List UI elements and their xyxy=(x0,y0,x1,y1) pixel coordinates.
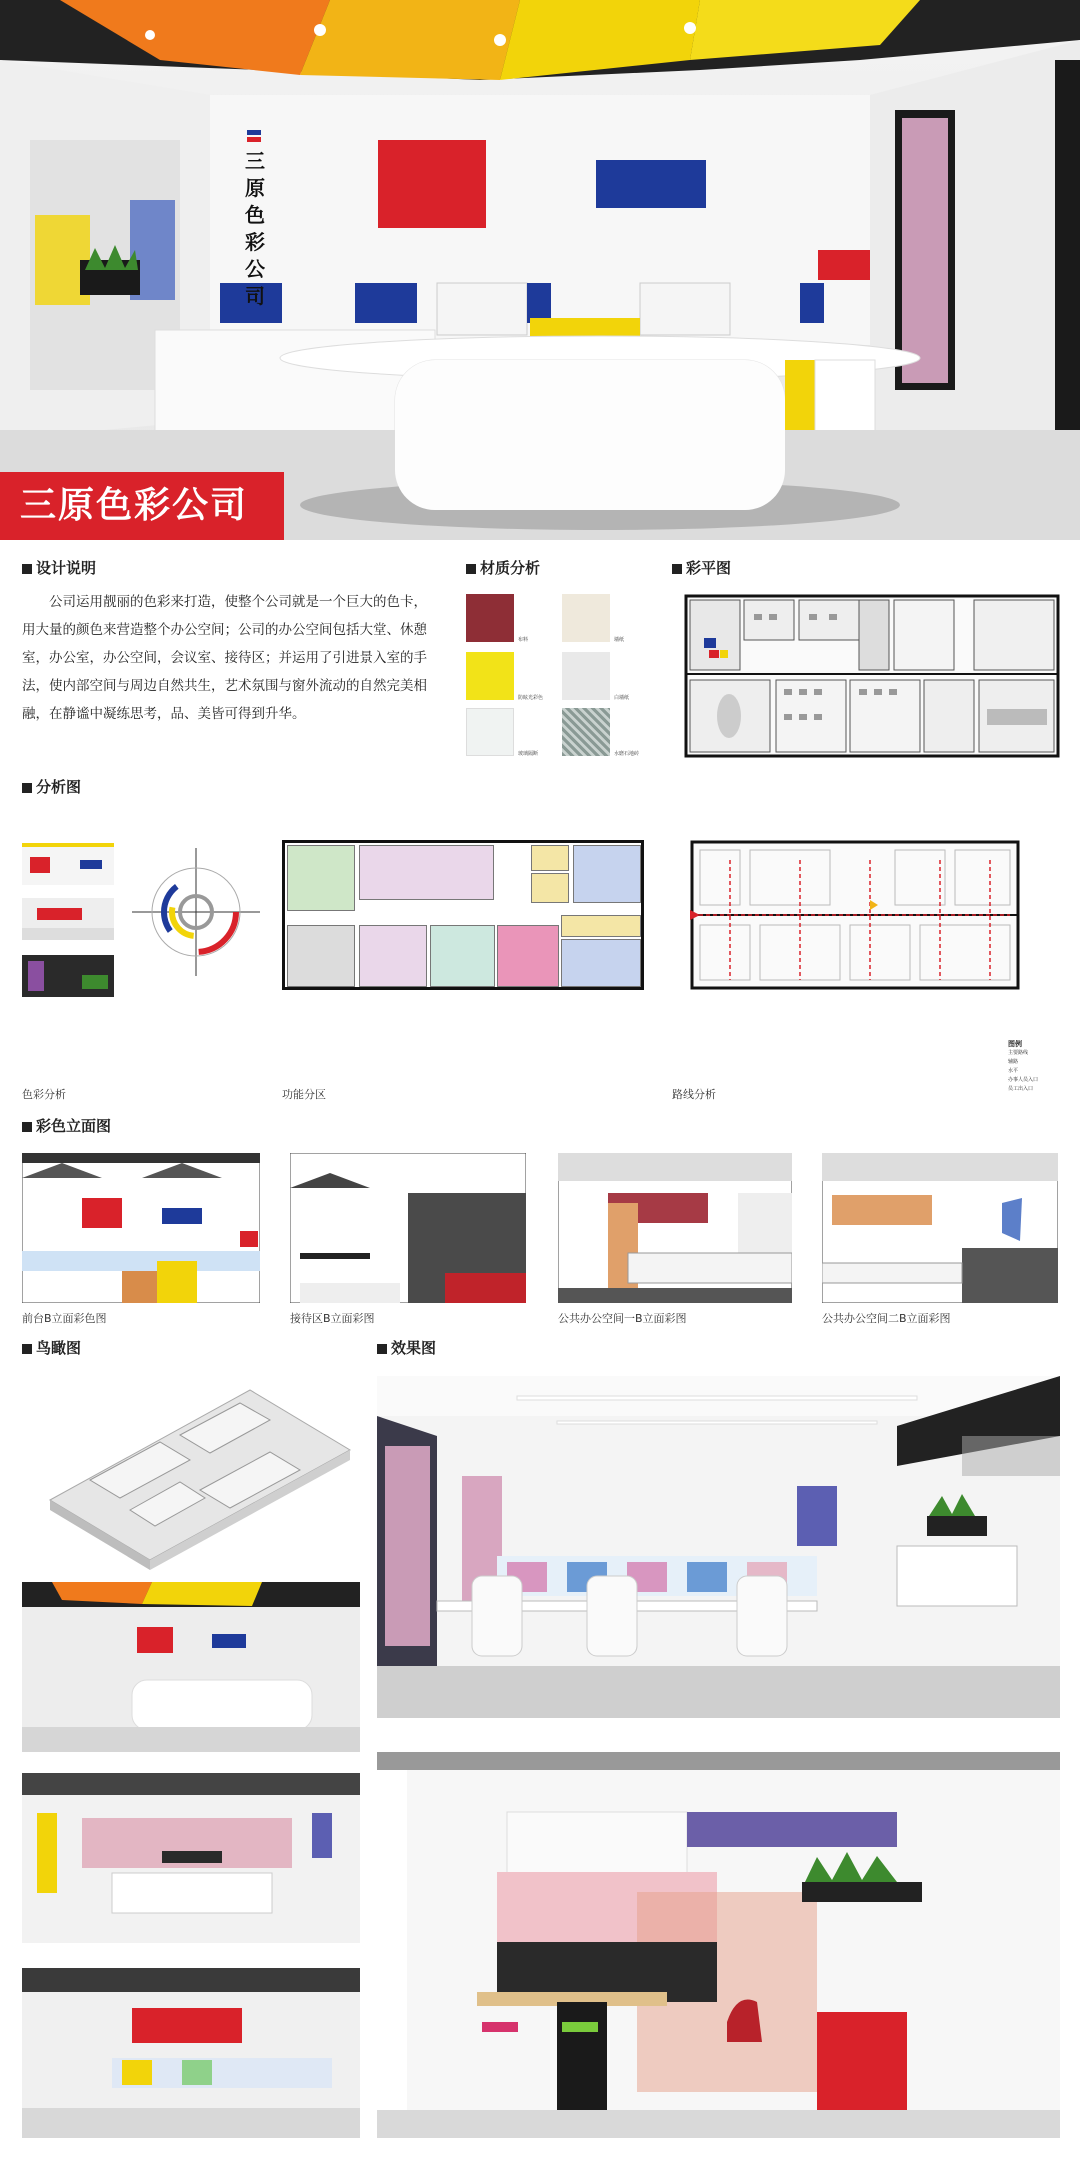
elevation-reception xyxy=(22,1153,260,1303)
route-analysis-plan xyxy=(690,840,1020,990)
bullet-square-icon xyxy=(22,1344,32,1354)
hero-rendering xyxy=(0,0,1080,540)
elevation-office-1 xyxy=(558,1153,792,1303)
analysis-heading: 分析图 xyxy=(22,776,81,797)
wall-sign-char: 原 xyxy=(245,176,265,200)
swatch-label: 布料 xyxy=(518,637,529,643)
legend-item: 辅路 xyxy=(1008,1059,1019,1065)
color-wheel-diagram xyxy=(132,848,260,976)
elevation-caption: 公共办公空间一B立面彩图 xyxy=(558,1312,687,1325)
swatch-label: 墙纸 xyxy=(614,637,625,643)
swatch-wallpaper xyxy=(562,594,610,642)
rendering-open-office xyxy=(377,1376,1060,1718)
title-banner xyxy=(0,472,284,540)
swatch-white xyxy=(562,652,610,700)
swatch-label: 白墙纸 xyxy=(614,695,630,701)
swatch-label: 玻璃隔断 xyxy=(518,751,539,757)
wall-sign-char: 司 xyxy=(245,284,265,308)
design-notes-heading: 设计说明 xyxy=(22,557,96,578)
bullet-square-icon xyxy=(22,783,32,793)
legend-item: 办事人员入口 xyxy=(1008,1077,1039,1083)
route-legend xyxy=(1008,1040,1068,1094)
elevation-caption: 公共办公空间二B立面彩图 xyxy=(822,1312,951,1325)
function-zoning-caption: 功能分区 xyxy=(282,1088,326,1101)
swatch-yellow xyxy=(466,652,514,700)
bullet-square-icon xyxy=(377,1344,387,1354)
wall-sign-char: 彩 xyxy=(245,230,265,254)
elevations-heading: 彩色立面图 xyxy=(22,1115,111,1136)
swatch-terrazzo xyxy=(562,708,610,756)
rendering-workstation-small xyxy=(22,1968,360,2138)
color-analysis-thumb-3 xyxy=(22,955,114,997)
elevation-reception-area xyxy=(290,1153,526,1303)
legend-item: 主要路线 xyxy=(1008,1050,1029,1056)
legend-title: 图例 xyxy=(1008,1040,1022,1048)
design-notes-text: 公司运用靓丽的色彩来打造，使整个公司就是一个巨大的色卡，用大量的颜色来营造整个办公空间；公司的办公空间包括大堂、休憩室，办公室，办公空间，会议室、接待区；并运用了引进景入室的手法，使内部空间与周边自然共生，艺术氛围与窗外流动的自然完美相融，在静谧中凝练思考，品、美皆可得到升华。 xyxy=(22,594,427,722)
function-zoning-plan xyxy=(282,840,644,990)
elevation-caption: 前台B立面彩色图 xyxy=(22,1312,107,1325)
banner-title: 三原色彩公司 xyxy=(20,485,249,526)
route-analysis-caption: 路线分析 xyxy=(672,1088,716,1101)
aerial-heading: 鸟瞰图 xyxy=(22,1337,81,1358)
color-plan-heading: 彩平图 xyxy=(672,557,731,578)
rendering-office-small xyxy=(22,1773,360,1943)
elevation-office-2 xyxy=(822,1153,1058,1303)
color-analysis-thumb-1 xyxy=(22,843,114,885)
color-analysis-caption: 色彩分析 xyxy=(22,1088,66,1101)
material-swatches xyxy=(466,594,666,760)
rendering-pantry xyxy=(377,1752,1060,2138)
swatch-label: 水磨石地砖 xyxy=(614,751,640,757)
lobby-illustration xyxy=(0,0,1080,540)
swatch-label: 防眩光彩色 xyxy=(518,695,544,701)
color-analysis-thumb-2 xyxy=(22,898,114,940)
wall-sign xyxy=(243,148,267,310)
bullet-square-icon xyxy=(22,1122,32,1132)
renderings-heading: 效果图 xyxy=(377,1337,436,1358)
bullet-square-icon xyxy=(672,564,682,574)
legend-item: 员工出入口 xyxy=(1008,1086,1034,1092)
elevation-caption: 接待区B立面彩图 xyxy=(290,1312,375,1325)
swatch-glass xyxy=(466,708,514,756)
materials-heading: 材质分析 xyxy=(466,557,540,578)
aerial-3d-view xyxy=(30,1370,360,1570)
rendering-lobby-small xyxy=(22,1582,360,1752)
swatch-fabric xyxy=(466,594,514,642)
wall-sign-char: 公 xyxy=(245,257,265,281)
legend-item: 水平 xyxy=(1008,1068,1019,1074)
bullet-square-icon xyxy=(22,564,32,574)
bullet-square-icon xyxy=(466,564,476,574)
color-floor-plan xyxy=(684,594,1060,758)
wall-sign-char: 色 xyxy=(245,203,265,227)
wall-sign-char: 三 xyxy=(245,149,265,173)
